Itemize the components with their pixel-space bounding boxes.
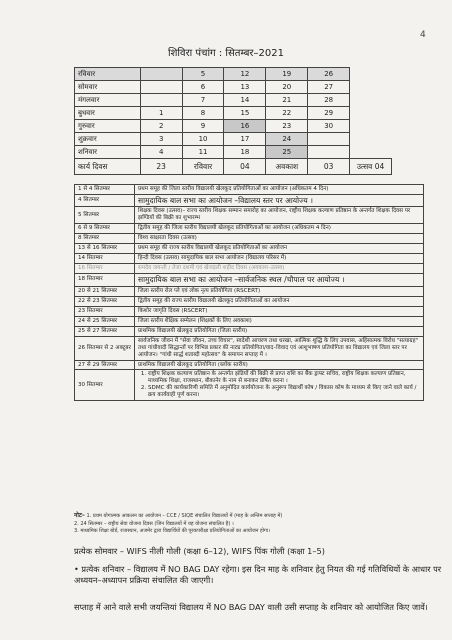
schedule-event: प्रथम समूह की राज्य स्तरीय विद्यालयी खेलकूद प्रतियोगिताओं का आयोजन [135,244,424,254]
schedule-date: 13 से 16 सितम्बर [75,244,135,254]
schedule-row [75,234,424,244]
calendar-date: 19 [266,68,308,81]
sundays-value: 04 [224,159,266,175]
saturday-note: • प्रत्येक शनिवार – विद्यालय में NO BAG DAY रहेगा। इस दिन माह के शनिवार हेतु नियत की गई गतिविधियों के आधार पर अध्ययन–अध्यापन प्रक्रिया संचालित की जाएगी। [74,564,442,586]
festivals-label: उत्सव [356,161,373,171]
schedule-event: सार्वजनिक जीवन में "सेवा जीवन, उच्च विचार", स्वदेशी आचरण तथा धरखा, आत्मिक शुद्धि के लिए उपवास, अहिंसात्मक विरोध "सत्याग्रह" तथा गांधीवादी सिद्धान्तों पर विभिन्न प्रकार की नाट्य प्रतियोगिता/वाद–विवाद एवं आशुभाषण प्रतियोगिता का विद्यालय एवं जिला स्तर पर आयोजन। "गांधी सार्द्ध शताब्दी महोत्सव" के समापन सप्ताह में । [135,336,424,360]
calendar-date: 18 [224,146,266,159]
sundays-label: रविवार [182,159,224,175]
calendar-date [308,133,350,146]
calendar-date: 6 [182,81,224,94]
calendar-date: 4 [140,146,182,159]
calendar-day-name: शुक्रवार [75,133,141,146]
calendar-date: 7 [182,94,224,107]
schedule-row [75,254,424,264]
calendar-day-name: सोमवार [75,81,141,94]
calendar-date: 29 [308,107,350,120]
calendar-row [75,133,392,146]
schedule-date: 4 सितम्बर [75,194,135,206]
notes [74,512,434,535]
schedule-event: हिन्दी दिवस (उत्सव) सामुदायिक बाल सभा आयोजन (विद्यालय परिसर में) [135,254,424,264]
schedule-date: 30 सितम्बर [75,370,135,401]
calendar-date: 11 [182,146,224,159]
calendar-day-name: बुधवार [75,107,141,120]
schedule-row [75,224,424,234]
schedule-event: सामुदायिक बाल सभा का आयोजन –सार्वजनिक स्थल /चौपाल पर आयोज्य । [135,274,424,286]
schedule-date: 27 से 29 सितम्बर [75,360,135,370]
schedule-event: रामदेव जयन्ती / तेजा दशमी एवं खेजड़ली शहीद दिवस (अवकाश–उत्सव) [135,264,424,274]
festivals-value: 04 [374,161,385,171]
schedule-date: 8 सितम्बर [75,234,135,244]
schedule-event: प्राथमिक विद्यालयी खेलकूद प्रतियोगिता (जिला स्तरीय) [135,326,424,336]
calendar-date: 9 [182,120,224,133]
calendar-date: 23 [266,120,308,133]
calendar-date [140,81,182,94]
note-item: 1. प्रथम योगात्मक आकलन का आयोजन – CCE / SIQE संचालित विद्यालयों में (माह के अन्तिम सप्ताह में) [86,513,283,519]
schedule-row [75,207,424,224]
holidays-value: 03 [308,159,350,175]
schedule-row [75,185,424,195]
schedule-table [74,184,424,401]
calendar-date: 14 [224,94,266,107]
schedule-date: 20 से 21 सितम्बर [75,286,135,296]
calendar-date: 25 [266,146,308,159]
schedule-row [75,244,424,254]
calendar-date: 26 [308,68,350,81]
schedule-event-item: 1. राष्ट्रीय शिक्षक कल्याण प्रतिष्ठान के अन्तर्गत झंडियों की बिक्री से प्राप्त राशि का बैंक ड्राफ्ट सचिव, राष्ट्रीय शिक्षक कल्याण प्रतिष्ठान, माध्यमिक शिक्षा, राजस्थान, बीकानेर के नाम से बनाकर प्रेषित करना । [148,371,420,385]
schedule-date: 18 सितम्बर [75,274,135,286]
calendar-date: 2 [140,120,182,133]
schedule-date: 1 से 4 सितम्बर [75,185,135,195]
calendar-date: 5 [182,68,224,81]
calendar-date: 12 [224,68,266,81]
schedule-date: 16 सितम्बर [75,264,135,274]
schedule-date: 24 से 25 सितम्बर [75,316,135,326]
calendar-day-name: गुरुवार [75,120,141,133]
schedule-event [135,370,424,401]
calendar-table [74,67,392,175]
schedule-row [75,264,424,274]
schedule-date: 25 से 27 सितम्बर [75,326,135,336]
holidays-label: अवकाश [266,159,308,175]
schedule-event: किशोर जागृति दिवस (RSCERT) [135,306,424,316]
schedule-row [75,326,424,336]
schedule-date: 22 से 23 सितम्बर [75,296,135,306]
schedule-event: द्वितीय समूह की जिला स्तरीय विद्यालयी खेलकूद प्रतियोगिताओं का आयोजन (अधिकतम 4 दिन) [135,224,424,234]
schedule-date: 14 सितम्बर [75,254,135,264]
calendar-date: 21 [266,94,308,107]
calendar-date: 24 [266,133,308,146]
schedule-event: जिला स्तरीय रोल प्ले एवं लोक नृत्य प्रतियोगिता (RSCERT) [135,286,424,296]
calendar-date: 27 [308,81,350,94]
note-item: 3. माध्यमिक शिक्षा बोर्ड, राजस्थान, अजमेर द्वारा विद्यार्थियों की पूरकपरीक्षा प्रतियोगिताओं का आयोजन होगा। [74,527,270,534]
calendar-row [75,107,392,120]
calendar-date [140,68,182,81]
calendar-date: 15 [224,107,266,120]
calendar-date: 22 [266,107,308,120]
schedule-event: विश्व साक्षरता दिवस (उत्सव) [135,234,424,244]
calendar-row [75,94,392,107]
schedule-row [75,194,424,206]
schedule-event: सामुदायिक बाल सभा का आयोजन –विद्यालय स्तर पर आयोज्य । [135,194,424,206]
jayanti-note: सप्ताह में आने वाले सभी जयन्तियां विद्यालय में NO BAG DAY वाली उसी सप्ताह के शनिवार को आयोजित किए जावें। [74,602,428,612]
schedule-event: द्वितीय समूह की राज्य स्तरीय विद्यालयी खेलकूद प्रतियोगिताओं का आयोजन [135,296,424,306]
calendar-date [140,94,182,107]
schedule-date: 5 सितम्बर [75,207,135,224]
calendar-day-name: रविवार [75,68,141,81]
schedule-row [75,274,424,286]
note-item: 2. 24 सितम्बर – राष्ट्रीय सेवा योजना दिवस (जिन विद्यालयों में यह योजना संचालित है) । [74,520,234,527]
calendar-date [308,146,350,159]
calendar-row [75,146,392,159]
schedule-event: प्राथमिक विद्यालयी खेलकूद प्रतियोगिता (ब्लॉक स्तरीय) [135,360,424,370]
schedule-event: प्रथम समूह की जिला स्तरीय विद्यालयी खेलकूद प्रतियोगिताओं का आयोजन (अधिकतम 4 दिन) [135,185,424,195]
calendar-row [75,120,392,133]
schedule-row [75,316,424,326]
schedule-date: 26 सितम्बर से 2 अक्टूबर [75,336,135,360]
schedule-row [75,370,424,401]
working-days-label: कार्य दिवस [75,159,141,175]
calendar-day-name: मंगलवार [75,94,141,107]
schedule-row [75,286,424,296]
schedule-row [75,296,424,306]
schedule-event: जिला स्तरीय शैक्षिक सम्मेलन (शिक्षकों के लिए अवकाश) [135,316,424,326]
festivals-summary [357,162,384,171]
schedule-event: शिक्षक दिवस (उत्सव)– राज्य स्तरीय शिक्षक सम्मान समारोह का आयोजन, राष्ट्रीय शिक्षक कल्याण प्रतिष्ठान के अन्तर्गत शिक्षक दिवस पर झण्डियों की बिक्री का शुभारम्भ [135,207,424,224]
schedule-row [75,306,424,316]
schedule-date: 23 सितम्बर [75,306,135,316]
schedule-row [75,336,424,360]
calendar-date: 20 [266,81,308,94]
calendar-summary-row [75,159,392,175]
notes-label: नोट– [74,512,85,519]
working-days-value: 23 [140,159,182,175]
calendar-date: 16 [224,120,266,133]
schedule-row [75,360,424,370]
calendar-date: 13 [224,81,266,94]
calendar-date: 30 [308,120,350,133]
calendar-date: 28 [308,94,350,107]
calendar-date: 1 [140,107,182,120]
calendar-row [75,68,392,81]
festivals-cell [350,159,392,175]
calendar-day-name: शनिवार [75,146,141,159]
schedule-date: 6 से 9 सितम्बर [75,224,135,234]
calendar-date: 10 [182,133,224,146]
schedule-event-list [138,371,420,399]
calendar-date: 3 [140,133,182,146]
page-number: 4 [420,30,426,40]
monday-note: प्रत्येक सोमवार – WIFS नीली गोली (कक्षा 6–12), WIFS पिंक गोली (कक्षा 1–5) [74,546,325,556]
schedule-event-item: 2. SDMC की कार्यकारिणी समिति में अनुमोदित कार्ययोजना के अनुरूप विद्यार्थी कोष / विकास कोष के माध्यम से किए जाने वाले कार्य / क्रय कार्यवाही पूर्ण करना। [148,385,420,399]
page-title: शिविरा पंचांग : सितम्बर–2021 [168,48,284,59]
calendar-row [75,81,392,94]
calendar-date: 8 [182,107,224,120]
calendar-date: 17 [224,133,266,146]
